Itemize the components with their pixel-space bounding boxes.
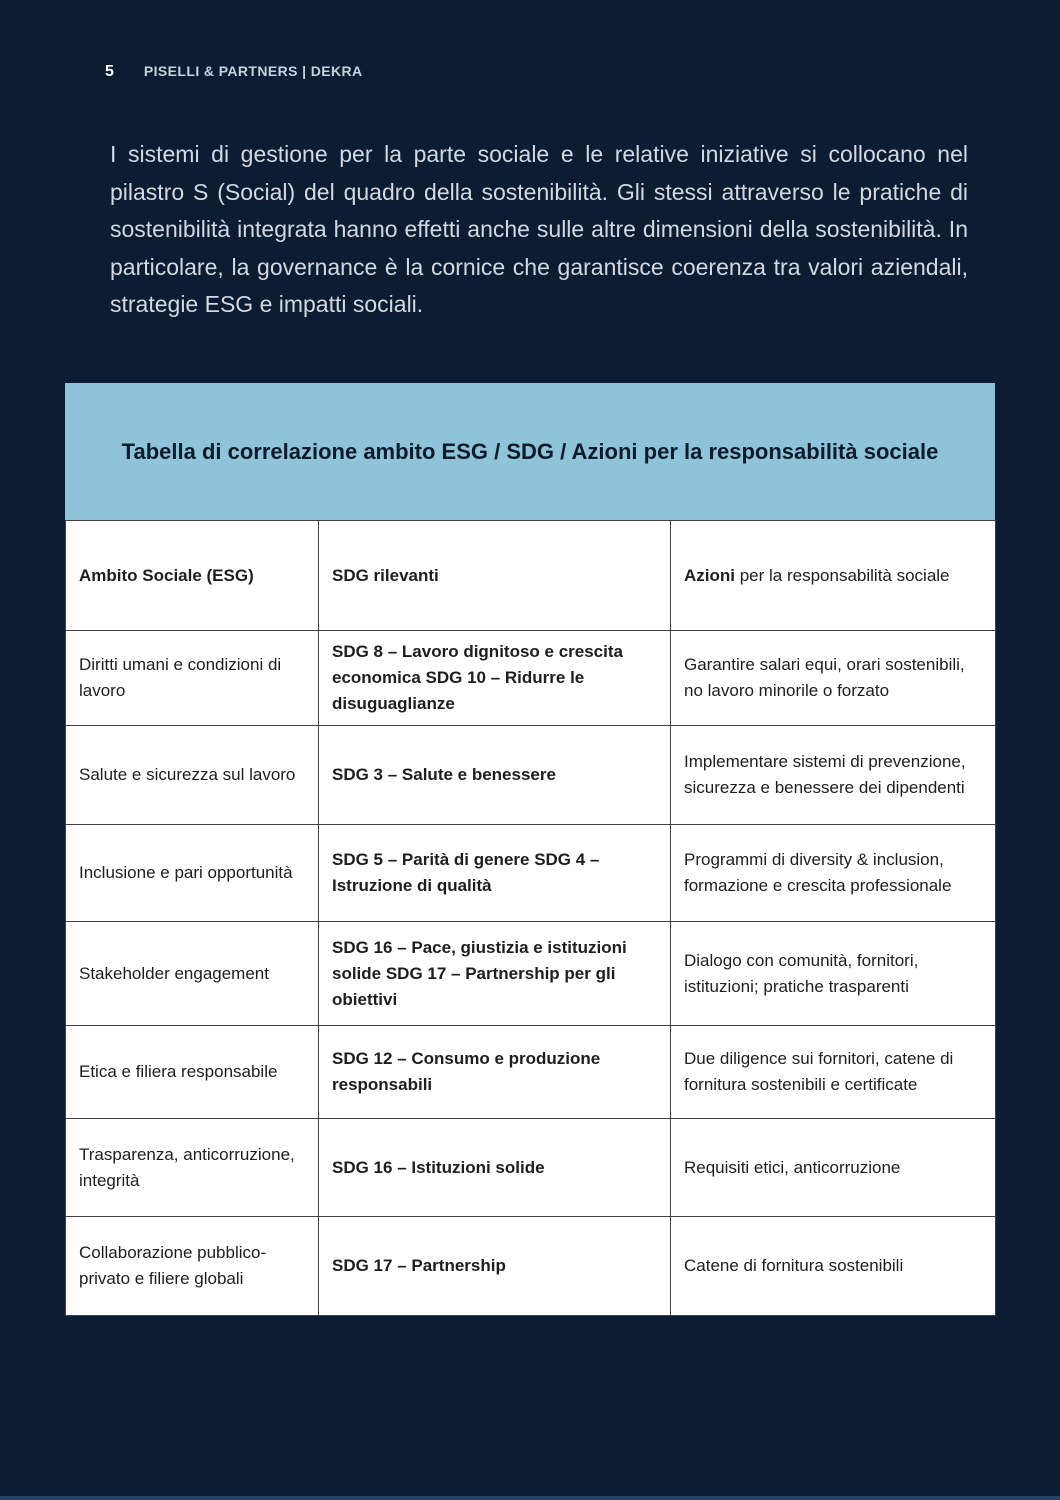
brand-text: PISELLI & PARTNERS | DEKRA xyxy=(143,63,363,79)
table-row xyxy=(66,825,996,922)
esg-correlation-table xyxy=(65,520,996,1316)
page-header xyxy=(105,63,363,81)
sdg-cell: SDG 16 – Istituzioni solide xyxy=(319,1119,671,1217)
column-header-azioni xyxy=(671,521,996,631)
column-header-azioni-rest: per la responsabilità sociale xyxy=(735,565,950,585)
ambito-cell: Trasparenza, anticorruzione, integrità xyxy=(66,1119,319,1217)
azioni-cell: Programmi di diversity & inclusion, formazione e crescita professionale xyxy=(671,825,996,922)
azioni-cell: Dialogo con comunità, fornitori, istituzioni; pratiche trasparenti xyxy=(671,922,996,1026)
table-row xyxy=(66,1119,996,1217)
sdg-cell: SDG 16 – Pace, giustizia e istituzioni solide SDG 17 – Partnership per gli obiettivi xyxy=(319,922,671,1026)
table-title-banner xyxy=(65,383,995,520)
column-header-sdg: SDG rilevanti xyxy=(319,521,671,631)
page-number: 5 xyxy=(105,63,114,80)
column-header-azioni-bold: Azioni xyxy=(684,565,735,585)
ambito-cell: Collaborazione pubblico-privato e filiere globali xyxy=(66,1217,319,1316)
sdg-cell: SDG 17 – Partnership xyxy=(319,1217,671,1316)
table-row xyxy=(66,1217,996,1316)
bottom-accent-bar xyxy=(0,1496,1060,1500)
table-row xyxy=(66,631,996,726)
ambito-cell: Inclusione e pari opportunità xyxy=(66,825,319,922)
intro-paragraph: I sistemi di gestione per la parte sociale e le relative iniziative si collocano nel pilastro S (Social) del quadro della sostenibilità. Gli stessi attraverso le pratiche di sostenibilità integrata hanno effetti anche sulle altre dimensioni della sostenibilità. In particolare, la governance è la cornice che garantisce coerenza tra valori aziendali, strategie ESG e impatti sociali. xyxy=(110,141,968,317)
table-row xyxy=(66,726,996,825)
sdg-cell: SDG 5 – Parità di genere SDG 4 – Istruzione di qualità xyxy=(319,825,671,922)
azioni-cell: Due diligence sui fornitori, catene di fornitura sostenibili e certificate xyxy=(671,1026,996,1119)
sdg-cell: SDG 3 – Salute e benessere xyxy=(319,726,671,825)
azioni-cell: Garantire salari equi, orari sostenibili, no lavoro minorile o forzato xyxy=(671,631,996,726)
esg-correlation-section xyxy=(65,383,995,1316)
ambito-cell: Stakeholder engagement xyxy=(66,922,319,1026)
ambito-cell: Salute e sicurezza sul lavoro xyxy=(66,726,319,825)
azioni-cell: Catene di fornitura sostenibili xyxy=(671,1217,996,1316)
azioni-cell: Requisiti etici, anticorruzione xyxy=(671,1119,996,1217)
azioni-cell: Implementare sistemi di prevenzione, sicurezza e benessere dei dipendenti xyxy=(671,726,996,825)
table-row xyxy=(66,922,996,1026)
ambito-cell: Diritti umani e condizioni di lavoro xyxy=(66,631,319,726)
sdg-cell: SDG 8 – Lavoro dignitoso e crescita economica SDG 10 – Ridurre le disuguaglianze xyxy=(319,631,671,726)
table-header-row xyxy=(66,521,996,631)
ambito-cell: Etica e filiera responsabile xyxy=(66,1026,319,1119)
table-title: Tabella di correlazione ambito ESG / SDG / Azioni per la responsabilità sociale xyxy=(121,438,939,464)
column-header-ambito: Ambito Sociale (ESG) xyxy=(66,521,319,631)
table-row xyxy=(66,1026,996,1119)
sdg-cell: SDG 12 – Consumo e produzione responsabili xyxy=(319,1026,671,1119)
